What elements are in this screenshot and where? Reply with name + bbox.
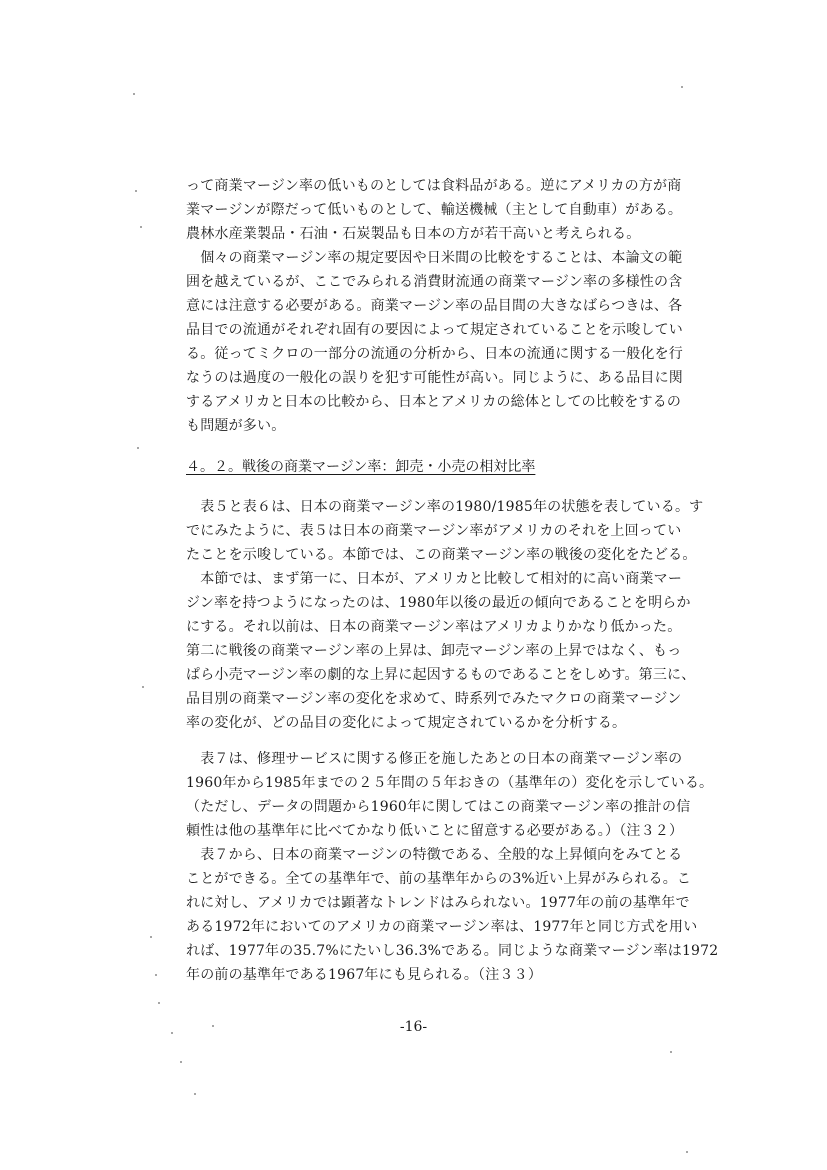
body-text-line: 1960年から1985年までの２５年間の５年おきの（基準年の）変化を示している。 bbox=[186, 775, 714, 791]
scan-speck bbox=[171, 1032, 173, 1034]
body-text-line: れば、1977年の35.7%にたいし36.3%である。同じような商業マージン率は1972 bbox=[186, 943, 719, 959]
scan-speck bbox=[194, 1093, 196, 1095]
body-text-line: 率の変化が、どの品目の変化によって規定されているかを分析する。 bbox=[186, 715, 627, 731]
body-text-line: にする。それ以前は、日本の商業マージン率はアメリカよりかなり低かった。 bbox=[186, 619, 682, 635]
scan-speck bbox=[137, 447, 139, 449]
scan-speck bbox=[140, 226, 142, 228]
scan-speck bbox=[150, 936, 152, 938]
body-text-line: 農林水産業製品・石油・石炭製品も日本の方が若干高いと考えられる。 bbox=[186, 226, 641, 242]
body-text-line: ジン率を持つようになったのは、1980年以後の最近の傾向であることを明らか bbox=[186, 595, 691, 611]
scan-speck bbox=[158, 1002, 160, 1004]
scan-speck bbox=[135, 190, 137, 192]
body-text-line: 本節では、まず第一に、日本が、アメリカと比較して相対的に高い商業マー bbox=[186, 571, 683, 587]
body-text-line: 頼性は他の基準年に比べてかなり低いことに留意する必要がある。）（注３２） bbox=[186, 823, 684, 839]
body-text-line: なうのは過度の一般化の誤りを犯す可能性が高い。同じように、ある品目に関 bbox=[186, 370, 683, 386]
body-text-line: 品目での流通がそれぞれ固有の要因によって規定されていることを示唆してい bbox=[186, 322, 683, 338]
scan-speck bbox=[142, 686, 144, 688]
body-text-line: って商業マージン率の低いものとしては食料品がある。逆にアメリカの方が商 bbox=[186, 178, 682, 194]
body-text-line: 表５と表６は、日本の商業マージン率の1980/1985年の状態を表している。す bbox=[186, 499, 704, 515]
body-text-line: たことを示唆している。本節では、この商業マージン率の戦後の変化をたどる。 bbox=[186, 547, 697, 563]
body-text-line: ことができる。全ての基準年で、前の基準年からの3%近い上昇がみられる。こ bbox=[186, 871, 692, 887]
body-text-line: 表７から、日本の商業マージンの特徴である、全般的な上昇傾向をみてとる bbox=[186, 847, 683, 863]
body-text-line: ある1972年においてのアメリカの商業マージン率は、1977年と同じ方式を用い bbox=[186, 919, 698, 935]
body-text-line: 囲を越えているが、ここでみられる消費財流通の商業マージン率の多様性の含 bbox=[186, 274, 683, 290]
scan-speck bbox=[155, 974, 157, 976]
section-heading: ４。２。戦後の商業マージン率：卸売・小売の相対比率 bbox=[186, 459, 536, 475]
scan-speck bbox=[670, 1051, 672, 1053]
body-text-line: 個々の商業マージン率の規定要因や日米間の比較をすることは、本論文の範 bbox=[186, 250, 683, 266]
body-text-line: するアメリカと日本の比較から、日本とアメリカの総体としての比較をするの bbox=[186, 394, 682, 410]
body-text-line: （ただし、データの問題から1960年に関してはこの商業マージン率の推計の信 bbox=[186, 799, 691, 815]
body-text-line: でにみたように、表５は日本の商業マージン率がアメリカのそれを上回ってい bbox=[186, 523, 682, 539]
scan-speck bbox=[686, 1151, 688, 1153]
body-text-line: 年の前の基準年である1967年にも見られる。（注３３） bbox=[186, 967, 543, 983]
body-text-line: ぱら小売マージン率の劇的な上昇に起因するものであることをしめす。第三に、 bbox=[186, 667, 696, 683]
body-text-line: 意には注意する必要がある。商業マージン率の品目間の大きなばらつきは、各 bbox=[186, 298, 683, 314]
scan-speck bbox=[133, 93, 135, 95]
scan-speck bbox=[212, 1025, 214, 1027]
body-text-line: 第二に戦後の商業マージン率の上昇は、卸売マージン率の上昇ではなく、もっ bbox=[186, 643, 682, 659]
body-text-line: も問題が多い。 bbox=[186, 418, 286, 434]
body-text-line: る。従ってミクロの一部分の流通の分析から、日本の流通に関する一般化を行 bbox=[186, 346, 683, 362]
scan-speck bbox=[681, 86, 683, 88]
scan-speck bbox=[180, 1061, 182, 1063]
page-number: -16- bbox=[399, 1019, 428, 1035]
body-text-line: 業マージンが際だって低いものとして、輸送機械（主として自動車）がある。 bbox=[186, 202, 683, 218]
body-text-line: れに対し、アメリカでは顕著なトレンドはみられない。1977年の前の基準年で bbox=[186, 895, 690, 911]
body-text-line: 表７は、修理サービスに関する修正を施したあとの日本の商業マージン率の bbox=[186, 751, 683, 767]
body-text-line: 品目別の商業マージン率の変化を求めて、時系列でみたマクロの商業マージン bbox=[186, 691, 682, 707]
